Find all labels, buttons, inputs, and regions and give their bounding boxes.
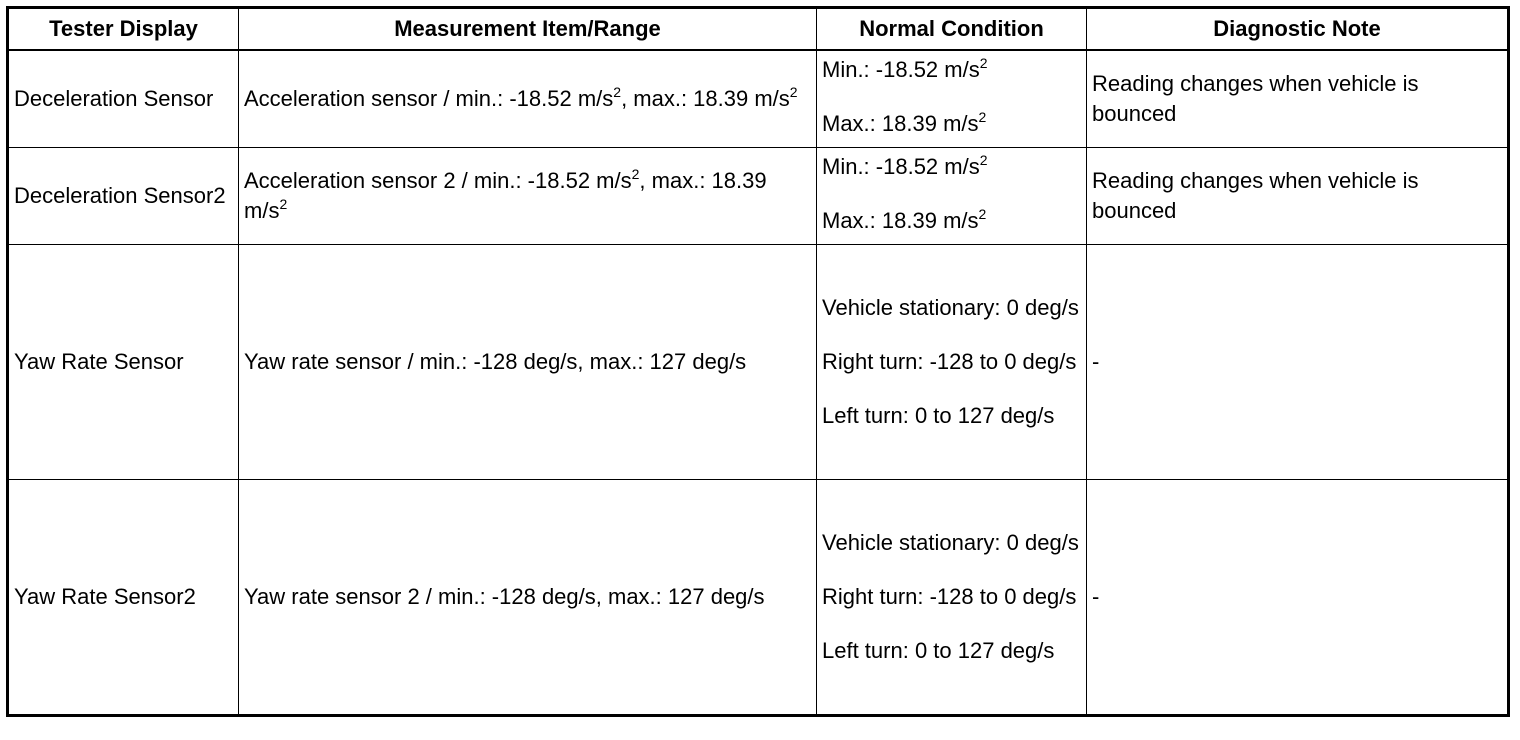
superscript-2: 2 bbox=[978, 109, 987, 125]
condition-line: Vehicle stationary: 0 deg/s bbox=[822, 295, 1079, 320]
header-diagnostic-note: Diagnostic Note bbox=[1087, 8, 1509, 51]
normal-condition-cell bbox=[817, 245, 1087, 480]
condition-line: Right turn: -128 to 0 deg/s bbox=[822, 349, 1077, 374]
sensor-data-table bbox=[6, 6, 1510, 717]
diagnostic-note-cell: - bbox=[1087, 480, 1509, 716]
measurement-item-text: Acceleration sensor 2 / min.: -18.52 m/s bbox=[244, 168, 632, 193]
superscript-2: 2 bbox=[613, 84, 622, 100]
measurement-item-cell: Yaw rate sensor 2 / min.: -128 deg/s, max.: 127 deg/s bbox=[239, 480, 817, 716]
header-tester-display: Tester Display bbox=[8, 8, 239, 51]
tester-display-cell: Deceleration Sensor2 bbox=[8, 148, 239, 245]
tester-display-cell: Deceleration Sensor bbox=[8, 50, 239, 148]
diagnostic-note-cell: Reading changes when vehicle is bounced bbox=[1087, 148, 1509, 245]
condition-text: Max.: 18.39 m/s bbox=[822, 111, 979, 136]
tester-display-cell: Yaw Rate Sensor bbox=[8, 245, 239, 480]
diagnostic-note-cell: Reading changes when vehicle is bounced bbox=[1087, 50, 1509, 148]
tester-display-cell: Yaw Rate Sensor2 bbox=[8, 480, 239, 716]
condition-line: Left turn: 0 to 127 deg/s bbox=[822, 403, 1055, 428]
superscript-2: 2 bbox=[631, 166, 640, 182]
table-header bbox=[8, 8, 1509, 51]
condition-text: Min.: -18.52 m/s bbox=[822, 154, 980, 179]
condition-line: Right turn: -128 to 0 deg/s bbox=[822, 584, 1077, 609]
header-row bbox=[8, 8, 1509, 51]
measurement-item-text: , max.: 18.39 m/s bbox=[621, 86, 790, 111]
measurement-item-text: Acceleration sensor / min.: -18.52 m/s bbox=[244, 86, 614, 111]
table-row bbox=[8, 245, 1509, 480]
normal-condition-cell bbox=[817, 480, 1087, 716]
superscript-2: 2 bbox=[279, 196, 288, 212]
condition-line bbox=[822, 206, 1081, 236]
superscript-2: 2 bbox=[979, 152, 988, 168]
condition-text: Min.: -18.52 m/s bbox=[822, 57, 980, 82]
table-body bbox=[8, 50, 1509, 716]
table-row bbox=[8, 480, 1509, 716]
condition-line bbox=[822, 109, 1081, 139]
superscript-2: 2 bbox=[978, 206, 987, 222]
diagnostic-note-cell: - bbox=[1087, 245, 1509, 480]
measurement-item-text: , max.: 18.39 m/s bbox=[244, 168, 767, 223]
header-normal-condition: Normal Condition bbox=[817, 8, 1087, 51]
normal-condition-cell bbox=[817, 50, 1087, 148]
measurement-item-cell bbox=[239, 50, 817, 148]
superscript-2: 2 bbox=[979, 55, 988, 71]
condition-line: Left turn: 0 to 127 deg/s bbox=[822, 638, 1055, 663]
header-measurement-item: Measurement Item/Range bbox=[239, 8, 817, 51]
superscript-2: 2 bbox=[789, 84, 798, 100]
table-row bbox=[8, 148, 1509, 245]
table-row bbox=[8, 50, 1509, 148]
measurement-item-cell bbox=[239, 148, 817, 245]
condition-text: Max.: 18.39 m/s bbox=[822, 208, 979, 233]
condition-line bbox=[822, 152, 1081, 182]
normal-condition-cell bbox=[817, 148, 1087, 245]
measurement-item-cell: Yaw rate sensor / min.: -128 deg/s, max.: 127 deg/s bbox=[239, 245, 817, 480]
condition-line bbox=[822, 55, 1081, 85]
condition-line: Vehicle stationary: 0 deg/s bbox=[822, 530, 1079, 555]
